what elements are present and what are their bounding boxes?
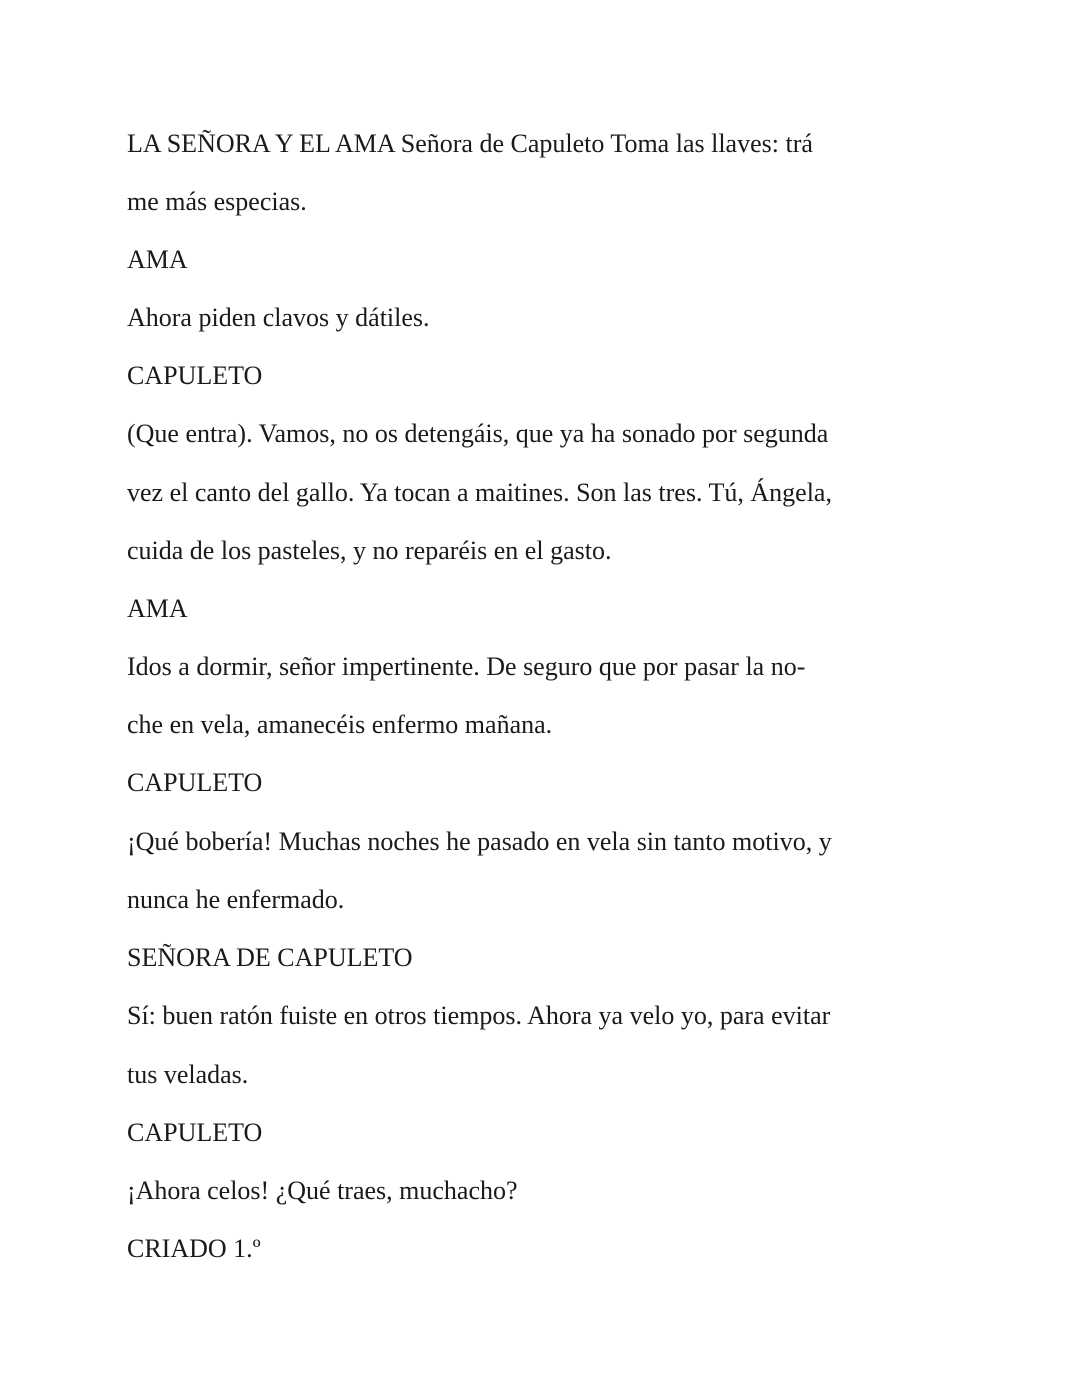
dialogue-line: cuida de los pasteles, y no reparéis en el gasto.	[127, 536, 612, 565]
dialogue-line: (Que entra). Vamos, no os detengáis, que ya ha sonado por segunda	[127, 419, 829, 448]
dialogue-line: vez el canto del gallo. Ya tocan a maitines. Son las tres. Tú, Ángela,	[127, 478, 832, 507]
dialogue-line: Ahora piden clavos y dátiles.	[127, 303, 430, 332]
text-line-2: me más especias.	[127, 187, 307, 216]
speaker-name: CAPULETO	[127, 361, 263, 390]
speaker-name: AMA	[127, 245, 188, 274]
text-line-1: LA SEÑORA Y EL AMA Señora de Capuleto Toma las llaves: trá	[127, 129, 813, 158]
dialogue-line: tus veladas.	[127, 1060, 249, 1089]
dialogue-line: ¡Qué bobería! Muchas noches he pasado en vela sin tanto motivo, y	[127, 827, 832, 856]
speaker-name: CAPULETO	[127, 768, 263, 797]
dialogue-line: che en vela, amanecéis enfermo mañana.	[127, 710, 553, 739]
speaker-name: CAPULETO	[127, 1118, 263, 1147]
dialogue-line: Idos a dormir, señor impertinente. De seguro que por pasar la no-	[127, 652, 806, 681]
speaker-name: AMA	[127, 594, 188, 623]
dialogue-line: Sí: buen ratón fuiste en otros tiempos. Ahora ya velo yo, para evitar	[127, 1001, 831, 1030]
dialogue-line: ¡Ahora celos! ¿Qué traes, muchacho?	[127, 1176, 518, 1205]
speaker-name: SEÑORA DE CAPULETO	[127, 943, 413, 972]
speaker-name: CRIADO 1.º	[127, 1234, 261, 1263]
dialogue-line: nunca he enfermado.	[127, 885, 345, 914]
